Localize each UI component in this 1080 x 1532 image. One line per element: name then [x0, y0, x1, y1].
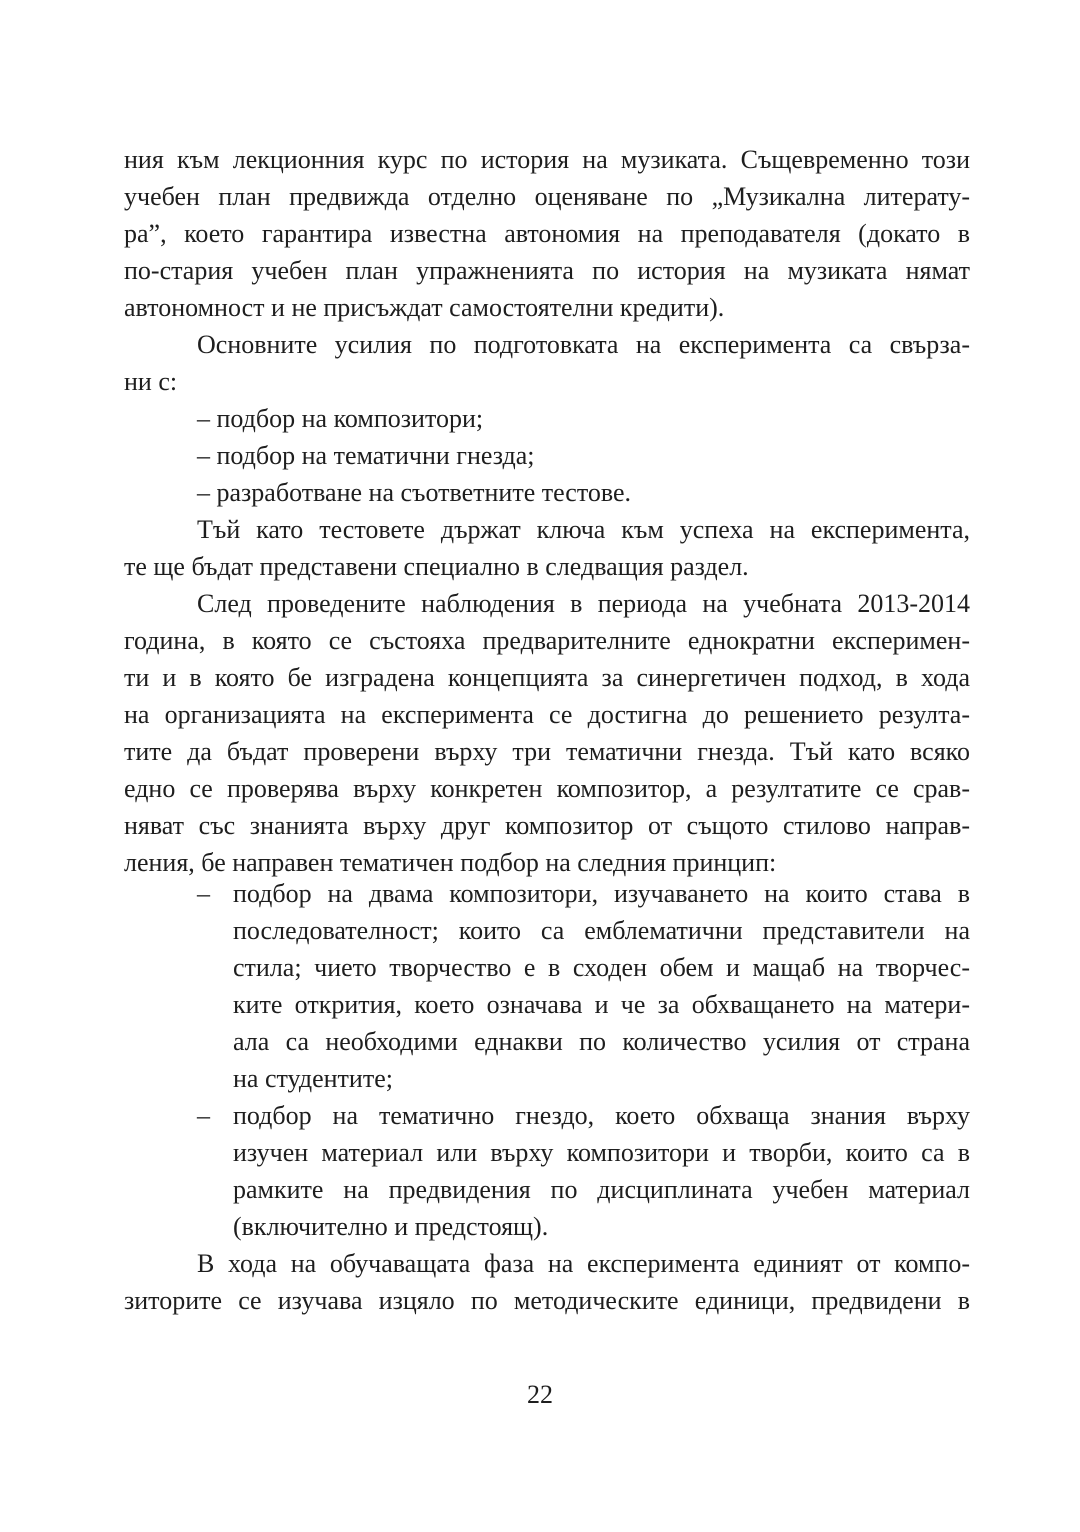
text-line: ния към лекционния курс по история на музиката. Същевременно този — [124, 145, 970, 174]
text-line: Тъй като тестовете държат ключа към успеха на експеримента, — [197, 515, 970, 544]
text-line: подбор на тематично гнездо, което обхваща знания върху — [233, 1101, 970, 1130]
text-line: рамките на предвидения по дисциплината учебен материал — [233, 1175, 970, 1204]
text-line: ти и в която бе изградена концепцията за синергетичен подход, в хода — [124, 663, 970, 692]
text-line: тите да бъдат проверени върху три тематични гнезда. Тъй като всяко — [124, 737, 970, 766]
text-line: по-стария учебен план упражненията по история на музиката нямат — [124, 256, 970, 285]
text-line: те ще бъдат представени специално в следващия раздел. — [124, 552, 749, 581]
text-line: Основните усилия по подготовката на експеримента са свърза- — [197, 330, 970, 359]
text-line: на организацията на експеримента се достигна до решението резулта- — [124, 700, 970, 729]
text-line: След проведените наблюдения в периода на учебната 2013-2014 — [197, 589, 970, 618]
page-number: 22 — [527, 1380, 553, 1409]
text-line: година, в която се състояха предварителните еднократни експеримен- — [124, 626, 970, 655]
text-line: учебен план предвижда отделно оценяване по „Музикална литерату- — [124, 182, 970, 211]
list-dash: – — [197, 1101, 210, 1130]
text-line: ления, бе направен тематичен подбор на следния принцип: — [124, 848, 777, 877]
text-line: ни с: — [124, 367, 178, 396]
text-line: изучен материал или върху композитори и творби, които са в — [233, 1138, 970, 1167]
list-item: – подбор на композитори; — [197, 404, 484, 433]
text-line: на студентите; — [233, 1064, 393, 1093]
text-line: стила; чието творчество е в сходен обем и мащаб на творчес- — [233, 953, 970, 982]
text-line: последователност; които са емблематични представители на — [233, 916, 970, 945]
text-line: В хода на обучаващата фаза на експеримента единият от компо- — [197, 1249, 970, 1278]
text-line: ра”, което гарантира известна автономия на преподавателя (докато в — [124, 219, 970, 248]
list-dash: – — [197, 879, 210, 908]
text-line: (включително и предстоящ). — [233, 1212, 549, 1241]
text-line: зиторите се изучава изцяло по методическите единици, предвидени в — [124, 1286, 970, 1315]
text-line: няват със знанията върху друг композитор от същото стилово направ- — [124, 811, 970, 840]
text-line: подбор на двама композитори, изучаването на които става в — [233, 879, 970, 908]
list-item: – разработване на съответните тестове. — [197, 478, 632, 507]
text-line: автономност и не присъждат самостоятелни кредити). — [124, 293, 725, 322]
text-line: ала са необходими еднакви по количество усилия от страна — [233, 1027, 970, 1056]
list-item: – подбор на тематични гнезда; — [197, 441, 535, 470]
text-line: едно се проверява върху конкретен композитор, а резултатите се срав- — [124, 774, 970, 803]
text-line: ките открития, което означава и че за обхващането на матери- — [233, 990, 970, 1019]
